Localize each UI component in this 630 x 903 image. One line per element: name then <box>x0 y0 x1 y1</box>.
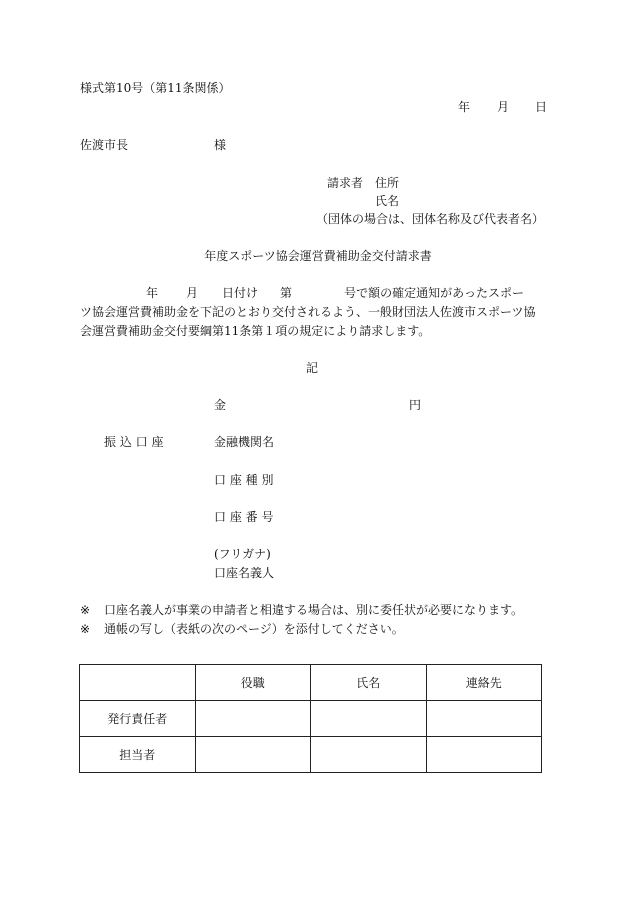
body-line-3: 会運営費補助金交付要綱第11条第１項の規定により請求します。 <box>80 324 431 338</box>
bank-holder-label: 口座名義人 <box>214 566 275 580</box>
contact-table <box>79 664 542 773</box>
body-line-1 <box>80 284 550 303</box>
header-cell-contact: 連絡先 <box>426 665 542 701</box>
requester-name-label: 氏名 <box>375 194 400 208</box>
row-label-issuer: 発行責任者 <box>80 701 196 737</box>
bank-account-type-label: 口 座 種 別 <box>214 473 274 487</box>
table-cell[interactable] <box>195 737 311 773</box>
ki-heading: 記 <box>306 361 319 375</box>
header-cell-position: 役職 <box>195 665 311 701</box>
table-cell[interactable] <box>311 701 427 737</box>
body-paragraph <box>80 284 550 341</box>
row-label-person-in-charge: 担当者 <box>80 737 196 773</box>
document-title: 年度スポーツ協会運営費補助金交付請求書 <box>204 249 432 263</box>
addressee-honorific: 様 <box>214 138 227 152</box>
bank-section-label: 振 込 口 座 <box>104 435 164 449</box>
body-dated: 日付け <box>222 286 259 300</box>
body-line1-rest: 号で額の確定通知があったスポー <box>344 286 524 300</box>
table-row <box>80 737 542 773</box>
note-1-mark: ※ <box>80 603 91 617</box>
table-cell[interactable] <box>426 701 542 737</box>
requester-address-label: 住所 <box>375 176 400 190</box>
note-1-text: 口座名義人が事業の申請者と相違する場合は、別に委任状が必要になります。 <box>104 603 524 617</box>
requester-note: （団体の場合は、団体名称及び代表者名） <box>316 212 545 226</box>
bank-furigana-label: (フリガナ) <box>214 547 271 561</box>
note-2-text: 通帳の写し（表紙の次のページ）を添付してください。 <box>104 622 404 636</box>
body-line-2: ツ協会運営費補助金を下記のとおり交付されるよう、一般財団法人佐渡市スポーツ協 <box>80 305 536 319</box>
bank-institution-label: 金融機関名 <box>214 435 275 449</box>
addressee-name: 佐渡市長 <box>80 138 129 152</box>
table-cell[interactable] <box>426 737 542 773</box>
body-no-prefix: 第 <box>280 286 293 300</box>
header-cell-name: 氏名 <box>311 665 427 701</box>
date-month-label: 月 <box>497 100 510 114</box>
date-year-label: 年 <box>458 100 471 114</box>
table-cell[interactable] <box>195 701 311 737</box>
requester-label: 請求者 <box>327 176 364 190</box>
body-month: 月 <box>186 286 199 300</box>
body-year: 年 <box>146 286 159 300</box>
table-row <box>80 701 542 737</box>
note-2-mark: ※ <box>80 622 91 636</box>
bank-account-number-label: 口 座 番 号 <box>214 510 274 524</box>
form-number: 様式第10号（第11条関係） <box>80 81 231 95</box>
table-cell[interactable] <box>311 737 427 773</box>
header-cell-blank <box>80 665 196 701</box>
table-header-row <box>80 665 542 701</box>
date-day-label: 日 <box>535 100 548 114</box>
amount-label: 金 <box>214 398 227 412</box>
amount-unit: 円 <box>409 398 422 412</box>
